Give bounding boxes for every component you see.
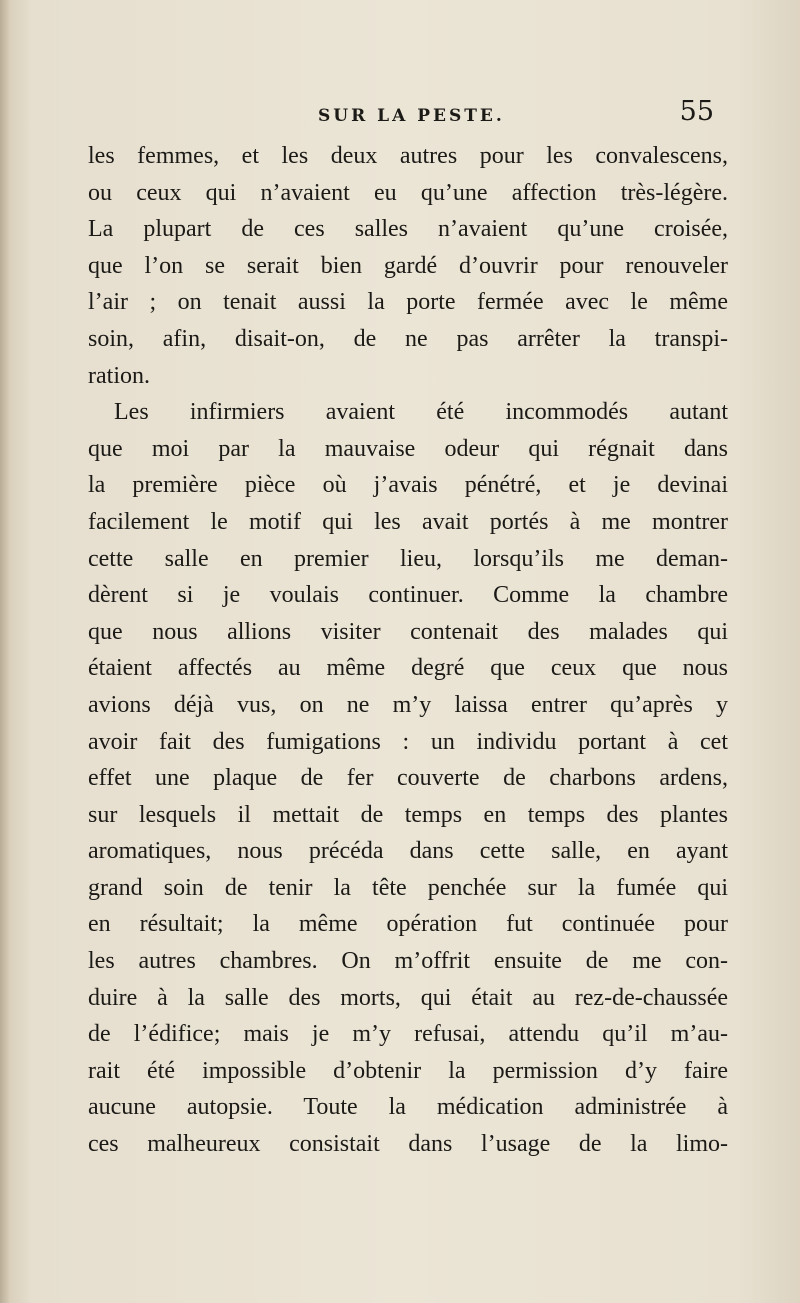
body-text — [88, 138, 728, 1163]
text-line: l’air ; on tenait aussi la porte fermée avec le même — [88, 289, 728, 316]
text-line: avions déjà vus, on ne m’y laissa entrer qu’après y — [88, 691, 728, 718]
text-line: facilement le motif qui les avait portés à me montrer — [88, 508, 728, 535]
text-line: dèrent si je voulais continuer. Comme la chambre — [88, 582, 728, 609]
text-line: cette salle en premier lieu, lorsqu’ils me deman- — [88, 545, 728, 572]
running-head-title: SUR LA PESTE. — [318, 106, 505, 126]
text-line: les femmes, et les deux autres pour les convalescens, — [88, 143, 728, 169]
page-number: 55 — [679, 96, 714, 127]
text-line: étaient affectés au même degré que ceux que nous — [88, 655, 728, 682]
text-line: effet une plaque de fer couverte de charbons ardens, — [88, 765, 728, 792]
paragraph — [88, 138, 728, 394]
text-line: que nous allions visiter contenait des malades qui — [88, 618, 728, 645]
text-line: que l’on se serait bien gardé d’ouvrir pour renouveler — [88, 252, 728, 279]
text-line: sur lesquels il mettait de temps en temps des plantes — [88, 801, 728, 828]
text-line: avoir fait des fumigations : un individu portant à cet — [88, 728, 728, 755]
text-line: soin, afin, disait-on, de ne pas arrêter la transpi- — [88, 325, 728, 352]
text-line: ou ceux qui n’avaient eu qu’une affection très-légère. — [88, 179, 728, 206]
text-line: ration. — [88, 362, 150, 389]
text-line: Les infirmiers avaient été incommodés autant — [114, 399, 728, 426]
text-line: ces malheureux consistait dans l’usage de la limo- — [88, 1131, 728, 1158]
text-line: duire à la salle des morts, qui était au rez-de-chaussée — [88, 984, 728, 1011]
text-line: aucune autopsie. Toute la médication administrée à — [88, 1094, 728, 1121]
text-line: aromatiques, nous précéda dans cette salle, en ayant — [88, 838, 728, 865]
text-line: grand soin de tenir la tête penchée sur la fumée qui — [88, 874, 728, 901]
text-line: la première pièce où j’avais pénétré, et je devinai — [88, 472, 728, 499]
page-gutter-shadow — [0, 0, 10, 1303]
text-line: de l’édifice; mais je m’y refusai, attendu qu’il m’au- — [88, 1021, 728, 1048]
text-line: les autres chambres. On m’offrit ensuite de me con- — [88, 948, 728, 975]
paragraph — [88, 394, 728, 1162]
running-head — [86, 96, 714, 136]
text-line: en résultait; la même opération fut continuée pour — [88, 911, 728, 938]
text-line: rait été impossible d’obtenir la permission d’y faire — [88, 1057, 728, 1084]
text-line: La plupart de ces salles n’avaient qu’une croisée, — [88, 216, 728, 243]
text-line: que moi par la mauvaise odeur qui régnait dans — [88, 435, 728, 462]
